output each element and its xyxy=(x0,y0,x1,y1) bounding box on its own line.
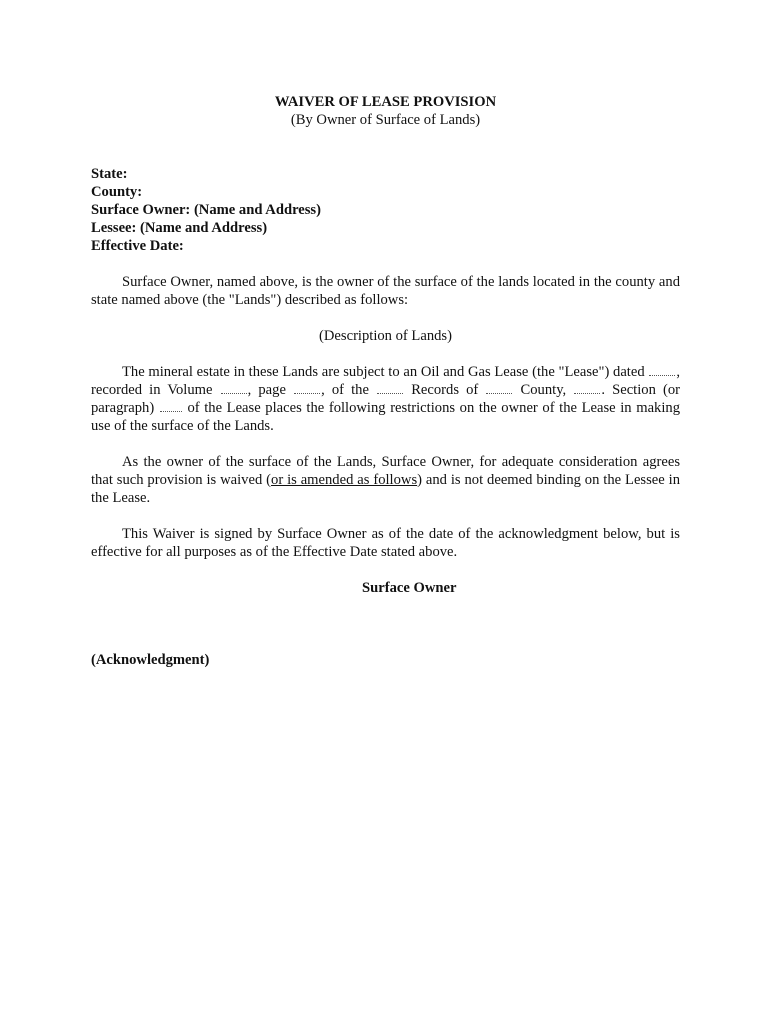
lease-text-6: County, xyxy=(520,382,567,398)
county-blank[interactable] xyxy=(486,381,512,394)
amended-underlined-text: or is amended as follows xyxy=(271,472,418,488)
document-subtitle: (By Owner of Surface of Lands) xyxy=(290,112,481,128)
lease-text-4: , of the xyxy=(321,382,369,398)
effective-date-field-label: Effective Date: xyxy=(91,238,184,254)
acknowledgment-heading: (Acknowledgment) xyxy=(91,652,210,668)
county-field-label: County: xyxy=(91,184,143,200)
paragraph-effective: This Waiver is signed by Surface Owner as of the date of the acknowledgment below, but is effective for all purposes as of the Effective Date stated above. xyxy=(91,526,680,560)
lease-text-5: Records of xyxy=(411,382,479,398)
waiver-text-1: As the owner of the surface of the Lands, Surface Owner, for adequate consideration agrees that such provision is waived ( xyxy=(91,454,680,488)
section-blank[interactable] xyxy=(160,399,182,412)
document-page xyxy=(91,93,680,669)
volume-blank[interactable] xyxy=(221,381,247,394)
document-title: WAIVER OF LEASE PROVISION xyxy=(274,94,497,110)
page-blank[interactable] xyxy=(294,381,320,394)
surface-owner-signature-label: Surface Owner xyxy=(362,580,457,596)
lease-text-8: of the Lease places the following restrictions on the owner of the Lease in making use of the surface of the Lands. xyxy=(91,400,680,434)
lease-date-blank[interactable] xyxy=(649,363,675,376)
lessee-field-label: Lessee: (Name and Address) xyxy=(91,220,268,236)
lease-text-1: The mineral estate in these Lands are subject to an Oil and Gas Lease (the "Lease") dated xyxy=(122,364,645,380)
state-field-label: State: xyxy=(91,166,128,182)
state-blank[interactable] xyxy=(574,381,600,394)
lease-text-3: , page xyxy=(247,382,286,398)
header-fields xyxy=(91,165,680,255)
waiver-text-2: ) and is not deemed binding on the Lessee in the Lease. xyxy=(91,472,680,506)
description-of-lands: (Description of Lands) xyxy=(319,328,452,344)
surface-owner-field-label: Surface Owner: (Name and Address) xyxy=(91,202,321,218)
paragraph-lands: Surface Owner, named above, is the owner of the surface of the lands located in the county and state named above (the "Lands") described as follows: xyxy=(91,274,680,308)
lease-text-2: , recorded in Volume xyxy=(91,364,681,398)
lease-text-7: . Section (or paragraph) xyxy=(91,382,681,416)
paragraph-waiver xyxy=(91,453,680,507)
paragraph-lease xyxy=(91,363,680,435)
records-type-blank[interactable] xyxy=(377,381,403,394)
